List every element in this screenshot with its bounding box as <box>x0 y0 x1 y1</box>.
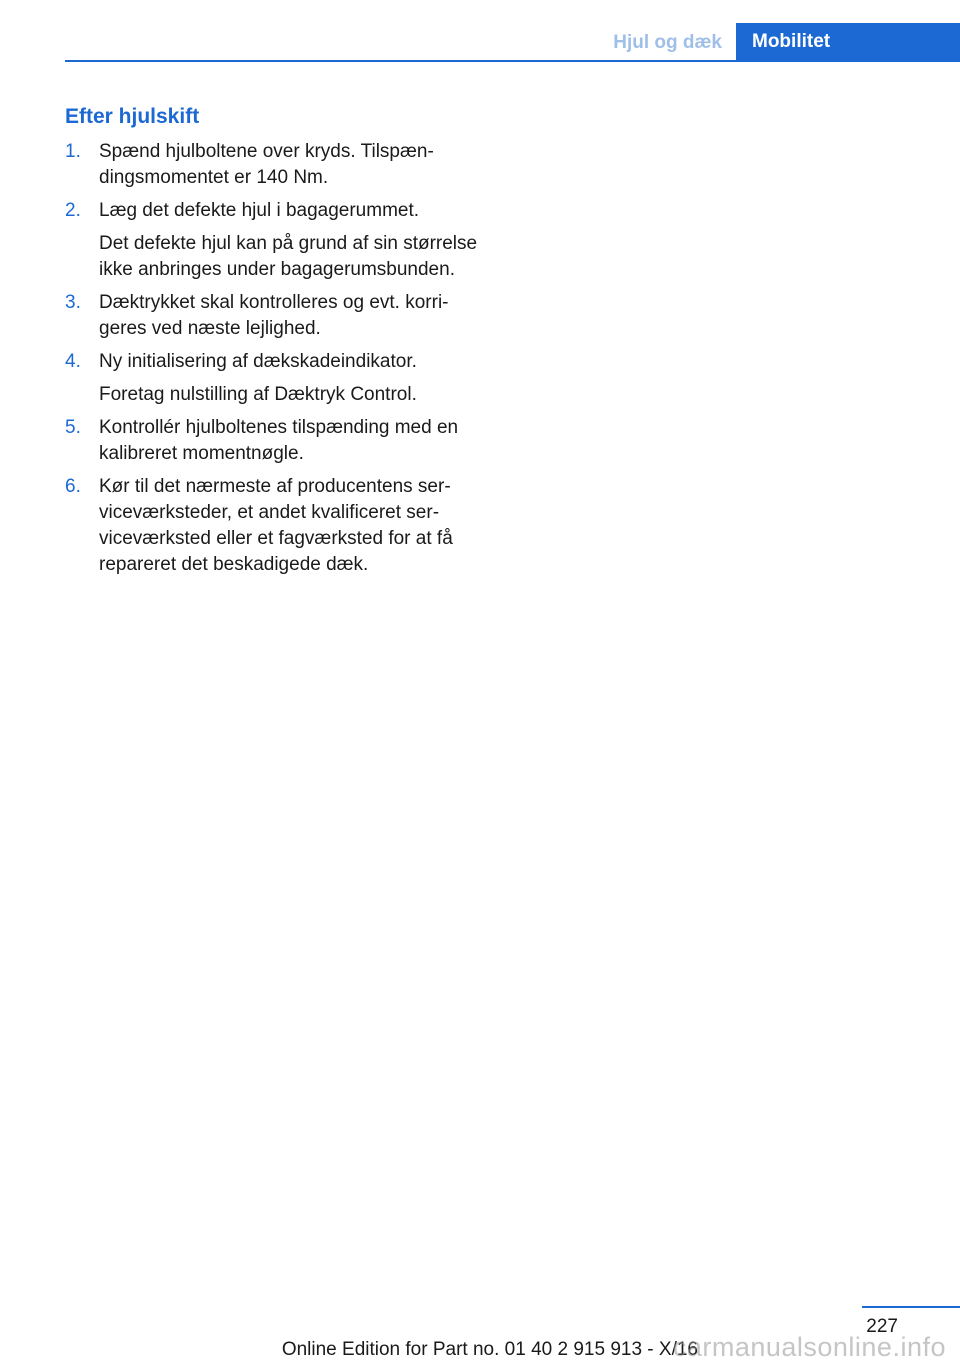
list-item <box>65 415 485 467</box>
list-item <box>65 474 485 578</box>
step-text: Læg det defekte hjul i bagagerummet. <box>99 200 420 221</box>
step-note: Det defekte hjul kan på grund af sin størrelse ikke anbringes under bagagerumsbunden. <box>99 233 478 280</box>
step-number: 4. <box>65 351 81 372</box>
step-number: 5. <box>65 417 81 438</box>
step-text: Dæktrykket skal kontrolleres og evt. korrigeres ved næste lejlighed. <box>99 292 449 339</box>
section-tab[interactable]: Hjul og dæk <box>613 32 722 53</box>
step-note: Foretag nulstilling af Dæktryk Control. <box>99 384 417 405</box>
steps-list <box>65 139 485 578</box>
list-item <box>65 139 485 191</box>
step-number: 1. <box>65 141 81 162</box>
list-item <box>65 290 485 342</box>
step-number: 2. <box>65 200 81 221</box>
main-content <box>65 102 485 585</box>
step-text: Ny initialisering af dækskadeindikator. <box>99 351 417 372</box>
page-number: 227 <box>866 1316 898 1337</box>
list-item <box>65 349 485 408</box>
step-number: 3. <box>65 292 81 313</box>
step-text: Spænd hjulboltene over kryds. Tilspændingsmomentet er 140 Nm. <box>99 141 434 188</box>
step-text: Kontrollér hjulboltenes tilspænding med en kalibreret momentnøgle. <box>99 417 459 464</box>
section-title: Efter hjulskift <box>65 105 200 128</box>
step-number: 6. <box>65 476 81 497</box>
watermark: carmanualsonline.info <box>672 1332 946 1362</box>
chapter-tab[interactable]: Mobilitet <box>736 23 960 61</box>
step-text: Kør til det nærmeste af producentens serviceværksteder, et andet kvalificeret serviceværksted eller et fagværksted for at få repareret det beskadigede dæk. <box>99 476 453 575</box>
list-item <box>65 198 485 283</box>
footer-divider <box>862 1306 960 1308</box>
edition-text: Online Edition for Part no. 01 40 2 915 913 - X/16 <box>281 1339 698 1360</box>
